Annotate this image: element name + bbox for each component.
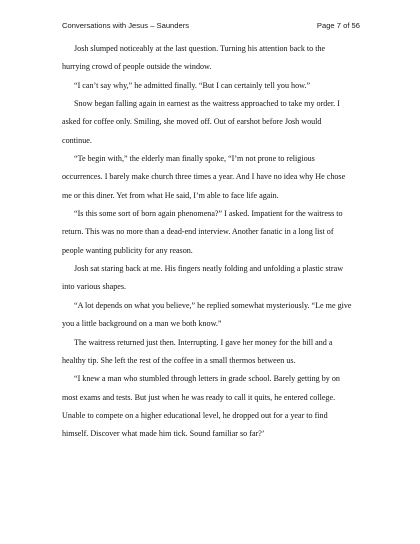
text-line: asked for coffee only. Smiling, she moved off. Out of earshot before Josh would xyxy=(62,117,322,127)
document-title: Conversations with Jesus – Saunders xyxy=(62,21,190,30)
text-line: The waitress returned just then. Interrupting. I gave her money for the bill and a xyxy=(74,337,333,347)
text-line: “Is this some sort of born again phenomena?” I asked. Impatient for the waitress to xyxy=(74,209,343,219)
text-line: hurrying crowd of people outside the window. xyxy=(62,62,212,72)
text-line: Snow began falling again in earnest as the waitress approached to take my order. I xyxy=(74,99,340,109)
text-line: into various shapes. xyxy=(62,282,127,292)
text-line: “I knew a man who stumbled through letters in grade school. Barely getting by on xyxy=(74,374,340,384)
page-number: Page 7 of 56 xyxy=(316,21,360,30)
text-line: “I can’t say why,” he admitted finally. “But I can certainly tell you how.” xyxy=(74,80,311,90)
text-line: you a little background on a man we both know.” xyxy=(62,319,222,329)
text-line: Josh sat staring back at me. His fingers neatly folding and unfolding a plastic straw xyxy=(74,264,344,274)
text-line: Josh slumped noticeably at the last question. Turning his attention back to the xyxy=(74,44,326,53)
text-line: me or this diner. Yet from what He said, I’m able to face life again. xyxy=(62,190,279,200)
text-line: Unable to compete on a higher educational level, he dropped out for a year to find xyxy=(62,410,328,420)
text-line: return. This was no more than a dead-end interview. Another fanatic in a long list of xyxy=(62,227,334,237)
page-header xyxy=(62,20,360,32)
text-line: “A lot depends on what you believe,” he replied somewhat mysteriously. “Le me give xyxy=(74,300,352,310)
text-line: healthy tip. She left the rest of the coffee in a small thermos between us. xyxy=(62,355,296,365)
text-line: most exams and tests. But just when he was ready to call it quits, he entered college. xyxy=(62,392,336,402)
text-line: people wanting publicity for any reason. xyxy=(62,245,193,255)
text-line: occurrences. I barely make church three times a year. And I have no idea why He chose xyxy=(62,172,346,182)
body-text xyxy=(62,40,382,444)
text-line: himself. Discover what made him tick. Sound familiar so far?’ xyxy=(62,429,265,439)
text-line: continue. xyxy=(62,135,92,145)
text-line: “Te begin with,” the elderly man finally spoke, “I’m not prone to religious xyxy=(74,154,315,164)
